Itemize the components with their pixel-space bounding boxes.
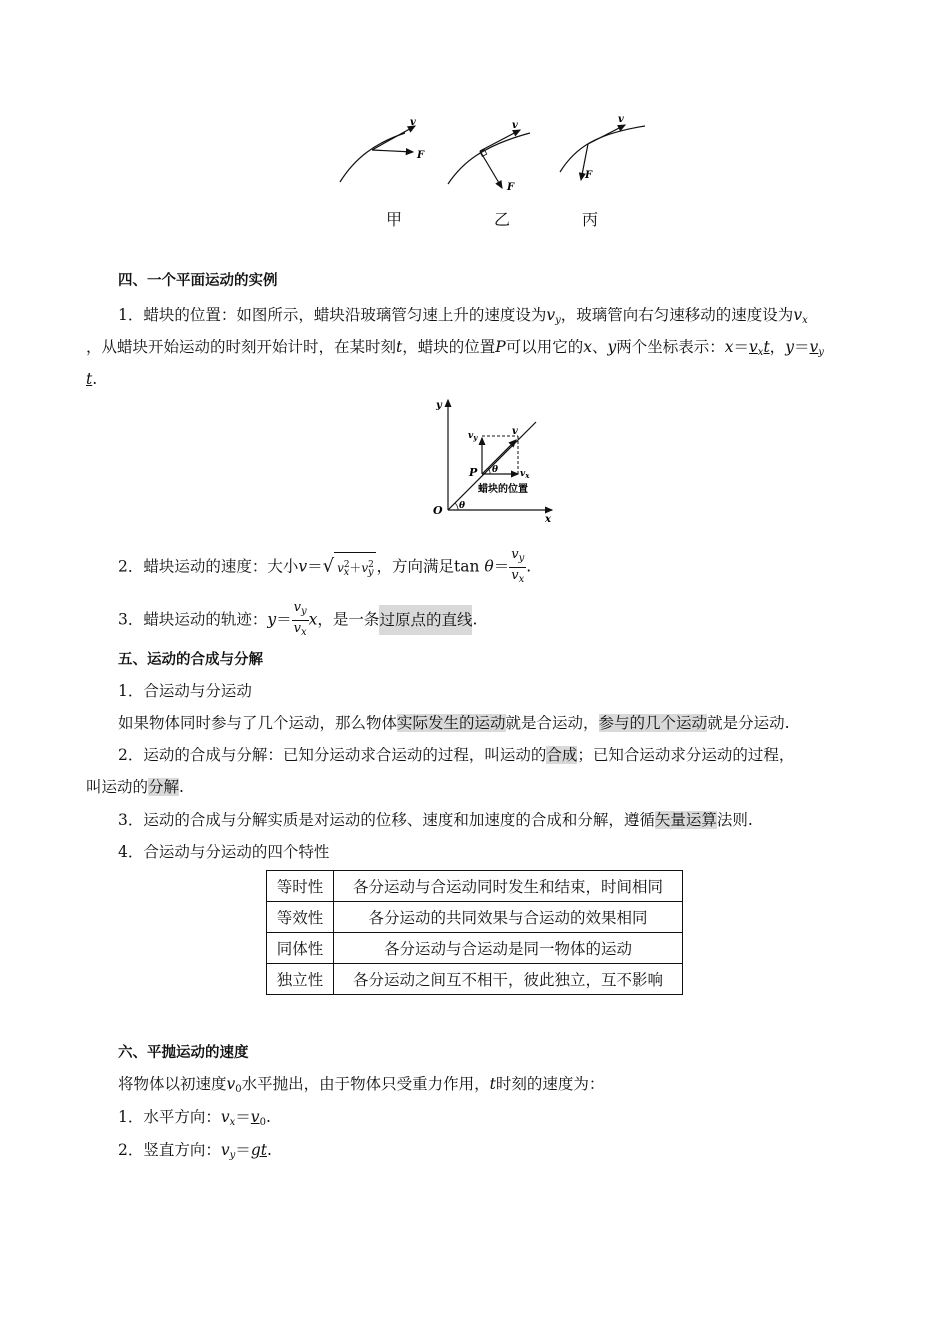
sec4-item1-line2: ，从蜡块开始运动的时刻开始计时，在某时刻t，蜡块的位置P可以用它的x、y两个坐标表示：$x=v_xt$，$y=v_y$ [86, 338, 824, 358]
sec5-p1: 如果物体同时参与了几个运动，那么物体实际发生的运动就是合运动，参与的几个运动就是分运动. [118, 714, 790, 732]
wax-block-figure [428, 394, 558, 524]
sec5-item1: 1．合运动与分运动 [118, 682, 252, 700]
property-desc: 各分运动与合运动同时发生和结束，时间相同 [334, 871, 683, 902]
velocity-arrow-yi [480, 130, 520, 151]
label-theta-P: θ [492, 465, 499, 475]
sec5-item3: 3．运动的合成与分解实质是对运动的位移、速度和加速度的合成和分解，遵循矢量运算法则. [118, 811, 753, 829]
caption-yi: 乙 [494, 210, 511, 229]
sec5-item2-line2: 叫运动的分解. [86, 778, 184, 796]
label-v: v [512, 426, 518, 437]
force-velocity-figure [320, 108, 660, 198]
label-O: O [433, 504, 443, 517]
sec4-item3: 3．蜡块运动的轨迹：y＝ $\frac{v_y}{v_x}$ x，是一条过原点的直线. [118, 600, 478, 638]
sec4-item1-line3: t. [86, 370, 98, 388]
property-desc: 各分运动与合运动是同一物体的运动 [334, 933, 683, 964]
velocity-arrow-bing [588, 125, 625, 144]
label-F-yi: F [507, 182, 515, 193]
label-theta-O: θ [459, 501, 466, 511]
angle-arc-O [455, 503, 458, 510]
property-desc: 各分运动的共同效果与合运动的效果相同 [334, 902, 683, 933]
sec5-item4: 4．合运动与分运动的四个特性 [118, 843, 330, 861]
label-y: y [436, 400, 442, 411]
v-arrow [482, 440, 516, 474]
label-vy: $v_y$ [468, 431, 478, 442]
table-row [267, 871, 683, 902]
caption-bing: 丙 [582, 210, 599, 229]
velocity-arrow-jia [372, 126, 415, 150]
properties-table [266, 870, 683, 995]
table-row [267, 933, 683, 964]
table-row [267, 964, 683, 995]
sec4-item1-line1: 1．蜡块的位置：如图所示，蜡块沿玻璃管匀速上升的速度设为$v_y$，玻璃管向右匀速移动的速度设为$v_x$ [118, 306, 808, 326]
curve-bing [560, 126, 645, 172]
label-vx: $v_x$ [520, 469, 530, 480]
figure-caption: 蜡块的位置 [478, 484, 528, 495]
sec6-item1: 1．水平方向：$v_x=v_0$. [118, 1108, 271, 1128]
property-name: 同体性 [267, 933, 334, 964]
property-name: 等时性 [267, 871, 334, 902]
property-desc: 各分运动之间互不相干，彼此独立，互不影响 [334, 964, 683, 995]
label-v-yi: v [512, 120, 518, 131]
label-F-jia: F [417, 150, 425, 161]
table-row [267, 902, 683, 933]
label-v-bing: v [618, 114, 624, 125]
caption-jia: 甲 [386, 210, 403, 229]
sec4-item2: 2．蜡块运动的速度：大小v＝√ $v^2_x+v^2_y$ ，方向满足tan θ＝ $\frac{v_y}{v_x}$ . [118, 547, 532, 585]
label-v-jia: v [410, 117, 416, 128]
sec5-item2-line1: 2．运动的合成与分解：已知分运动求合运动的过程，叫运动的合成；已知合运动求分运动的过程， [118, 746, 795, 764]
sec6-item2: 2．竖直方向：$v_y=gt$. [118, 1141, 272, 1161]
sec6-p1: 将物体以初速度$v_0$水平抛出，由于物体只受重力作用，t时刻的速度为： [118, 1075, 605, 1095]
section-6-heading: 六、平抛运动的速度 [118, 1045, 249, 1061]
label-F-bing: F [585, 170, 593, 181]
property-name: 等效性 [267, 902, 334, 933]
label-P: P [469, 466, 478, 479]
section-5-heading: 五、运动的合成与分解 [118, 652, 263, 668]
section-4-heading: 四、一个平面运动的实例 [118, 273, 278, 289]
force-arrow-yi [480, 151, 502, 188]
curve-jia [340, 133, 405, 182]
curve-yi [448, 133, 530, 184]
force-arrow-jia [372, 150, 413, 152]
label-x: x [545, 514, 551, 524]
property-name: 独立性 [267, 964, 334, 995]
